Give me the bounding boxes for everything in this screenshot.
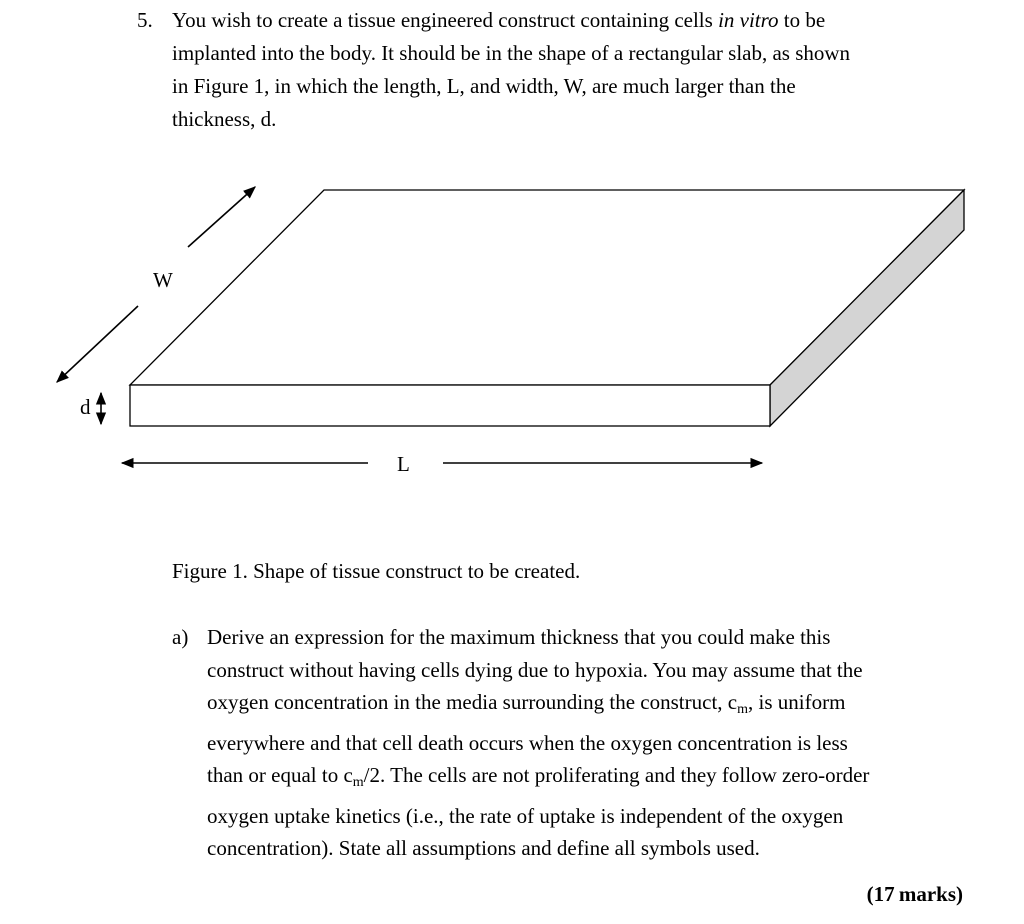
width-arrow-lower <box>57 306 138 382</box>
width-label: W <box>153 268 173 292</box>
intro-line-2: implanted into the body. It should be in the shape of a rectangular slab, as shown <box>172 41 851 65</box>
subscript-m: m <box>737 702 748 717</box>
part-a-text <box>207 621 987 865</box>
part-a-line-2: construct without having cells dying due to hypoxia. You may assume that the <box>207 657 863 682</box>
figure-caption: Figure 1. Shape of tissue construct to be created. <box>172 559 581 583</box>
length-label: L <box>397 452 410 476</box>
width-arrow-upper <box>188 187 255 247</box>
marks-label: (17 marks) <box>866 882 963 906</box>
subscript-m: m <box>352 775 364 790</box>
part-a-letter: a) <box>172 625 189 649</box>
part-a-line-7: concentration). State all assumptions and define all symbols used. <box>207 836 760 860</box>
intro-line-4: thickness, d. <box>172 107 277 131</box>
slab-figure <box>0 170 1024 500</box>
slab-front-face <box>130 385 770 426</box>
part-a-line-5: than or equal to $c_m/2$. The cells are not proliferating and they follow zero-order <box>207 763 870 790</box>
intro-line-3: in Figure 1, in which the length, L, and width, W, are much larger than the <box>172 74 796 98</box>
thickness-label: d <box>80 395 91 419</box>
part-a-line-4: everywhere and that cell death occurs when the oxygen concentration is less <box>207 730 848 755</box>
intro-line-1: You wish to create a tissue engineered construct containing cells in vitro to be <box>172 8 826 32</box>
question-intro <box>172 4 972 136</box>
part-a-line-1: Derive an expression for the maximum thickness that you could make this <box>207 625 831 649</box>
question-number: 5. <box>137 8 153 32</box>
part-a-line-3: oxygen concentration in the media surrounding the construct, $c_m$, is uniform <box>207 690 846 717</box>
part-a-line-6: oxygen uptake kinetics (i.e., the rate of uptake is independent of the oxygen <box>207 803 844 828</box>
in-vitro-term: in vitro <box>718 8 779 32</box>
